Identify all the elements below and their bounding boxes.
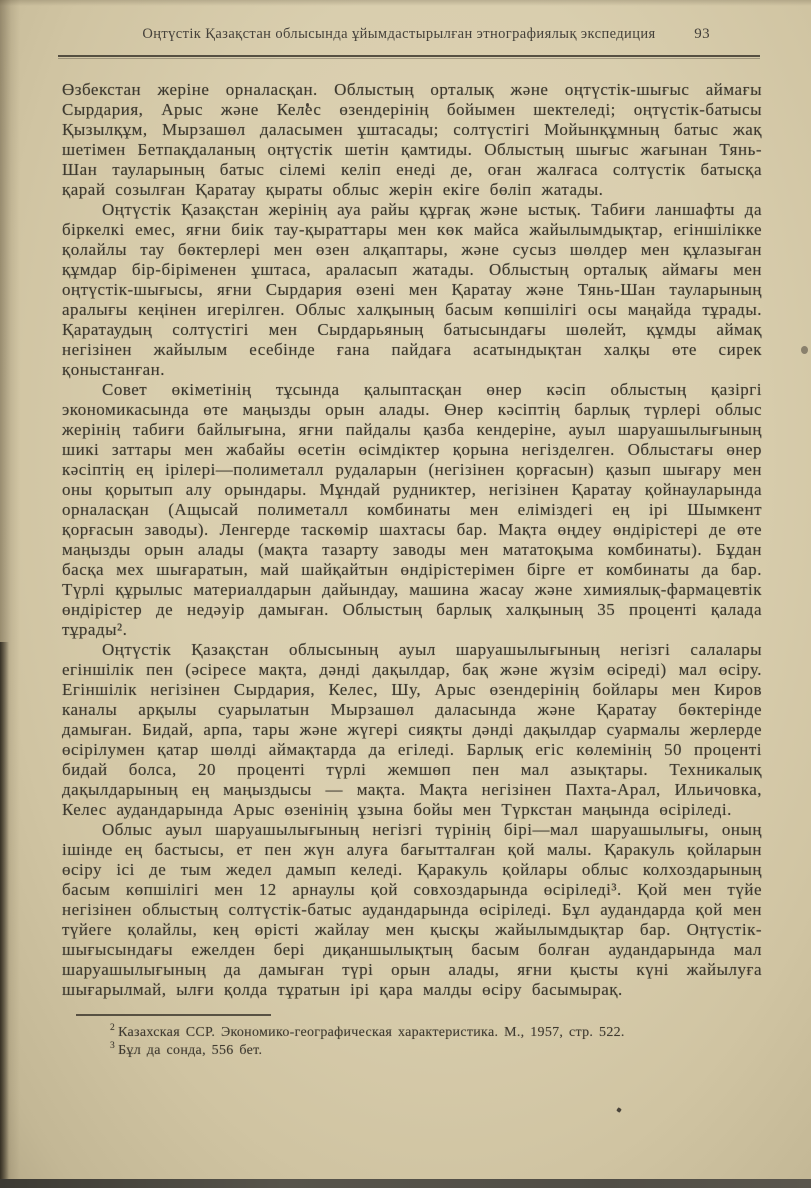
footnote-marker: 3 bbox=[110, 1040, 116, 1051]
footnote-separator bbox=[76, 1014, 271, 1016]
page-body-text bbox=[62, 80, 762, 1059]
footnote-text: Казахская ССР. Экономико-географическая характеристика. М., 1957, стр. 522. bbox=[118, 1025, 625, 1040]
footnote bbox=[62, 1042, 762, 1060]
footnotes bbox=[62, 1024, 762, 1059]
body-paragraph: Өзбекстан жеріне орналасқан. Облыстың орталық және оңтүстік-шығыс аймағы Сырдария, Арыс және Келес өзендерінің бойымен шектеледі; оңтүстік-батысы Қызылқұм, Мырзашөл даласымен ұштасады; солтүстігі Мойынқұмның батыс жақ шетімен Бетпақдаланың оңтүстік шетін қамтиды. Облыстың шығыс жағынан Тянь-Шан тауларының батыс сілемі келіп енеді де, оған жалғаса солтүстік батысқа қарай созылған Қаратау қыраты облыс жерін екіге бөліп жатады. bbox=[62, 80, 762, 199]
page-number: 93 bbox=[694, 26, 710, 42]
footnote-marker: 2 bbox=[110, 1023, 116, 1034]
scan-bottom-edge bbox=[0, 1179, 811, 1188]
body-paragraph: Совет өкіметінің тұсында қалыптасқан өнер кәсіп облыстың қазіргі экономикасында өте маңызды орын алады. Өнер кәсіптің барлық түрлері облыс жерінің табиғи байлығына, яғни пайдалы қазба кендеріне, ауыл шаруашылығының шикі заттары мен жабайы өсетін өсімдіктер қорына негізделген. Облыстағы өнер кәсіптің ең ірілері—полиметалл рудаларын (негізінен қорғасын) қазып шығару мен оны қорытып алу орындары. Мұндай рудниктер, негізінен Қаратау қойнауларында орналасқан (Ащысай полиметалл комбинаты мен еліміздегі ең ірі Шымкент қорғасын заводы). Ленгерде таскөмір шахтасы бар. Мақта өңдеу өндірістері де өте маңызды орын алады (мақта тазарту заводы мен мататоқыма комбинаты). Бұдан басқа мех шығаратын, май шайқайтын өндірістерімен бірге ет комбинаты да бар. Түрлі құрылыс материалдарын дайындау, машина жасау және химиялық-фармацевтік өндірістер де недәуір дамыған. Облыстың барлық халқының 35 проценті қалада тұрады². bbox=[62, 380, 762, 639]
book-gutter-dark-strip bbox=[0, 642, 9, 1188]
footnote bbox=[62, 1024, 762, 1042]
body-paragraph: Облыс ауыл шаруашылығының негізгі түрінің бірі—мал шаруашылығы, оның ішінде ең бастысы, ет пен жүн алуға бағытталған қой малы. Қаракуль қойларын өсіру ісі де тым жедел дамып келеді. Қаракуль қойлары облыс колхоздарының басым көпшілігі мен 12 арнаулы қой совхоздарында өсіріледі³. Қой мен түйе негізінен облыстың солтүстік-батыс аудандарында өсіріледі. Бұл аудандарда қой мен түйеге қолайлы, кең өрісті жайлау мен қысқы жайылымдықтар бар. Оңтүстік-шығысындағы ежелден бері диқаншылықтың басым болған аудандарында мал шаруашылығының да дамыған түрі орын алады, яғни қысты күні жайылуға шығарылмай, ылғи қолда тұратын ірі қара малды өсіру басымырақ. bbox=[62, 820, 762, 999]
body-paragraph: Оңтүстік Қазақстан жерінің ауа райы құрғақ және ыстық. Табиғи ланшафты да біркелкі емес, яғни биік тау-қыраттары мен көк майса жайылымдықтар, егіншілікке қолайлы тау бөктерлері мен өзен алқаптары, және сусыз шөлдер мен құлазыған құмдар бір-біріменен ұштаса, араласып жатады. Облыстың орталық аймағы мен оңтүстік-шығысы, яғни Сырдария өзені мен Қаратау және Тянь-Шан тауларының аралығы кеңінен игерілген. Облыс халқының басым көпшілігі осы маңайда тұрады. Қаратаудың солтүстігі мен Сырдарьяның батысындағы шөлейт, құмды аймақ негізінен жайылым есебінде ғана пайдаға асатындықтан халқы өте сирек қоныстанған. bbox=[62, 200, 762, 379]
scan-speck bbox=[616, 1107, 622, 1113]
body-paragraph: Оңтүстік Қазақстан облысының ауыл шаруашылығының негізгі салалары егіншілік пен (әсіресе мақта, дәнді дақылдар, бақ және жүзім өсіреді) мал өсіру. Егіншілік негізінен Сырдария, Келес, Шу, Арыс өзендерінің бойлары мен Киров каналы арқылы суарылатын Мырзашөл даласында және Қаратау бөктерінде дамыған. Бидай, арпа, тары және жүгері сияқты дәнді дақылдар суармалы жерлерде өсірілумен қатар шөлді аймақтарда да егіледі. Барлық егіс көлемінің 50 проценті бидай болса, 20 проценті түрлі жемшөп пен мал азықтары. Техникалық дақылдарының ең маңыздысы — мақта. Мақта негізінен Пахта-Арал, Ильичовка, Келес аудандарында Арыс өзенінің ұзына бойы мен Түркстан маңында өсіріледі. bbox=[62, 640, 762, 819]
footnote-text: Бұл да сонда, 556 бет. bbox=[118, 1042, 263, 1058]
running-header-title: Оңтүстік Қазақстан облысында ұйымдастырылған этнографиялық экспедиция bbox=[142, 26, 656, 42]
header-rule bbox=[58, 55, 760, 60]
scan-speck bbox=[801, 346, 808, 354]
header-rule-line bbox=[58, 55, 760, 57]
running-header bbox=[62, 26, 762, 43]
header-rule-shadow bbox=[58, 58, 760, 59]
scan-top-edge bbox=[0, 0, 811, 6]
